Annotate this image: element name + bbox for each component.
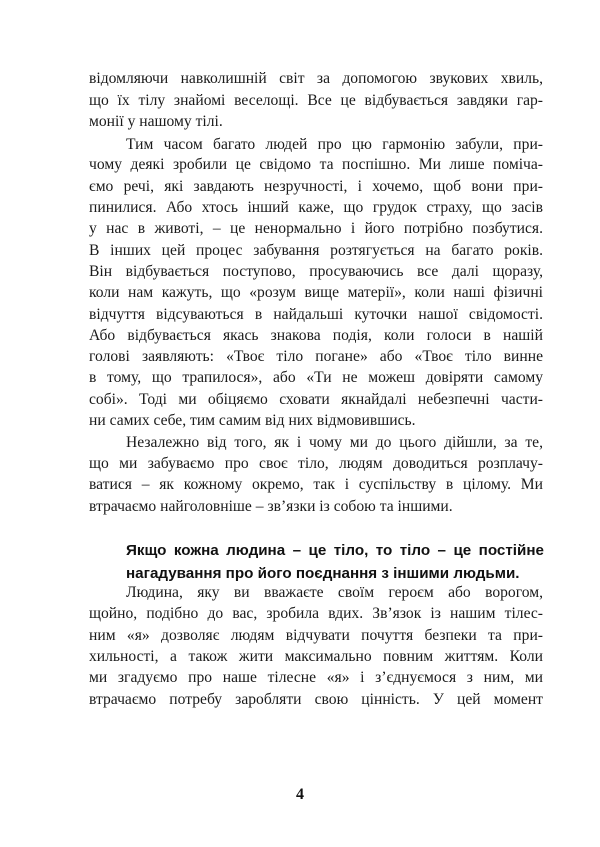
text-line: відчуття відсуваються в найдальші куточки нашої свідомості.	[89, 306, 543, 323]
text-line: втрачаємо потребу заробляти свою цінність. У цей момент	[89, 691, 543, 708]
text-line: ни самих себе, тим самим від них відмовившись.	[89, 412, 416, 429]
text-line: В інших цей процес забування розтягується на багато років.	[89, 242, 543, 259]
text-line: втрачаємо найголовніше – зв’язки із собою та іншими.	[89, 498, 453, 515]
text-line: у нас в животі, – це ненормально і його потрібно позбутися.	[89, 220, 543, 237]
heading-line: нагадування про його поєднання з іншими людьми.	[126, 565, 520, 582]
text-line: відомляючи навколишній світ за допомогою звукових хвиль,	[89, 70, 543, 87]
text-line: ним «я» дозволяє людям відчувати почуття безпеки та при-	[89, 627, 543, 644]
text-line: чому деякі зробили це свідомо та поспішно. Ми лише поміча-	[89, 156, 543, 173]
text-line: Тим часом багато людей про цю гармонію забули, при-	[126, 136, 543, 153]
text-line: Незалежно від того, як і чому ми до цього дійшли, за те,	[126, 434, 543, 451]
text-line: в тому, що трапилося», або «Ти не можеш довіряти самому	[89, 369, 543, 386]
text-line: Або відбувається якась знакова подія, коли голоси в нашій	[89, 327, 543, 344]
text-line: ми згадуємо про наше тілесне «я» і з’єднуємося з ним, ми	[89, 669, 543, 686]
text-line: ємо речі, які завдають незручності, і хочемо, щоб вони при-	[89, 178, 543, 195]
text-line: голові заявляють: «Твоє тіло погане» або «Твоє тіло винне	[89, 348, 543, 365]
text-line: ватися – як кожному окремо, так і суспільству в цілому. Ми	[89, 476, 543, 493]
text-line: щойно, подібно до вас, зробила вдих. Зв’язок із нашим тілес-	[89, 605, 543, 622]
text-line: собі». Тоді ми обіцяємо сховати якнайдалі небезпечні части-	[89, 391, 543, 408]
page-number: 4	[296, 786, 304, 803]
heading-line: Якщо кожна людина – це тіло, то тіло – це постійне	[126, 542, 544, 559]
text-line: хильності, а також жити максимально повним життям. Коли	[89, 648, 543, 665]
text-line: що ми забуваємо про своє тіло, людям доводиться розплачу-	[89, 455, 543, 472]
text-line: Людина, яку ви вважаєте своїм героєм або ворогом,	[126, 584, 543, 601]
text-line: пинилися. Або хтось інший каже, що грудок страху, що засів	[89, 199, 543, 216]
text-line: монії у нашому тілі.	[89, 113, 223, 130]
text-line: що їх тілу знайомі веселощі. Все це відбувається завдяки гар-	[89, 92, 543, 109]
text-line: Він відбувається поступово, просуваючись все далі щоразу,	[89, 263, 543, 280]
text-line: коли нам кажуть, що «розум вище матерії», коли наші фізичні	[89, 284, 543, 301]
